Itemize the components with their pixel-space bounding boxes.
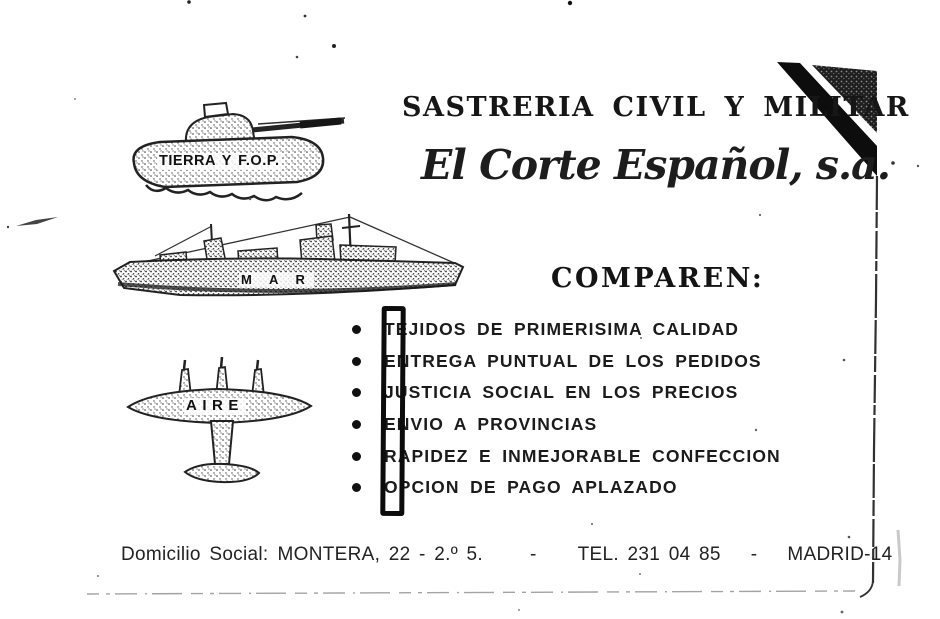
list-item — [350, 346, 781, 378]
bullet-dot — [352, 420, 361, 429]
tagline: SASTRERIA CIVIL Y MILITAR — [402, 92, 910, 123]
bullet-dot — [352, 325, 361, 334]
street-address: MONTERA, 22 - 2.º 5. — [277, 544, 483, 565]
list-item-text: ENTREGA PUNTUAL DE LOS PEDIDOS — [384, 350, 762, 371]
phone-number: TEL. 231 04 85 — [577, 544, 721, 565]
city: MADRID-14 — [787, 544, 893, 565]
bullet-dot — [352, 483, 361, 492]
separator-dash: - — [750, 544, 758, 565]
separator-dash: - — [529, 544, 537, 565]
footer-address-line — [121, 544, 893, 566]
bullet-dot — [352, 388, 361, 397]
list-item — [350, 440, 781, 472]
bullet-dot — [352, 452, 361, 461]
compare-heading: COMPAREN: — [551, 263, 765, 294]
tank-illustration — [134, 103, 345, 200]
list-item-text: ENVIO A PROVINCIAS — [384, 414, 598, 435]
list-item-text: OPCION DE PAGO APLAZADO — [384, 477, 678, 498]
list-item — [350, 409, 781, 441]
compare-list — [350, 314, 781, 504]
address-label: Domicilio Social: — [121, 544, 269, 565]
company-name: El Corte Español, s.a. — [421, 141, 891, 189]
bullet-dot — [352, 357, 361, 366]
list-item-text: JUSTICIA SOCIAL EN LOS PRECIOS — [384, 382, 739, 403]
list-item — [350, 377, 781, 409]
highlight-frame — [380, 306, 405, 516]
tank-label: TIERRA Y F.O.P. — [159, 153, 280, 169]
list-item-text: RAPIDEZ E INMEJORABLE CONFECCION — [384, 445, 781, 466]
list-item — [350, 472, 781, 504]
list-item — [350, 314, 781, 346]
plane-illustration — [128, 357, 311, 482]
plane-label: AIRE — [186, 397, 244, 414]
ship-label: M A R — [241, 272, 312, 287]
list-item-text: TEJIDOS DE PRIMERISIMA CALIDAD — [384, 319, 740, 340]
